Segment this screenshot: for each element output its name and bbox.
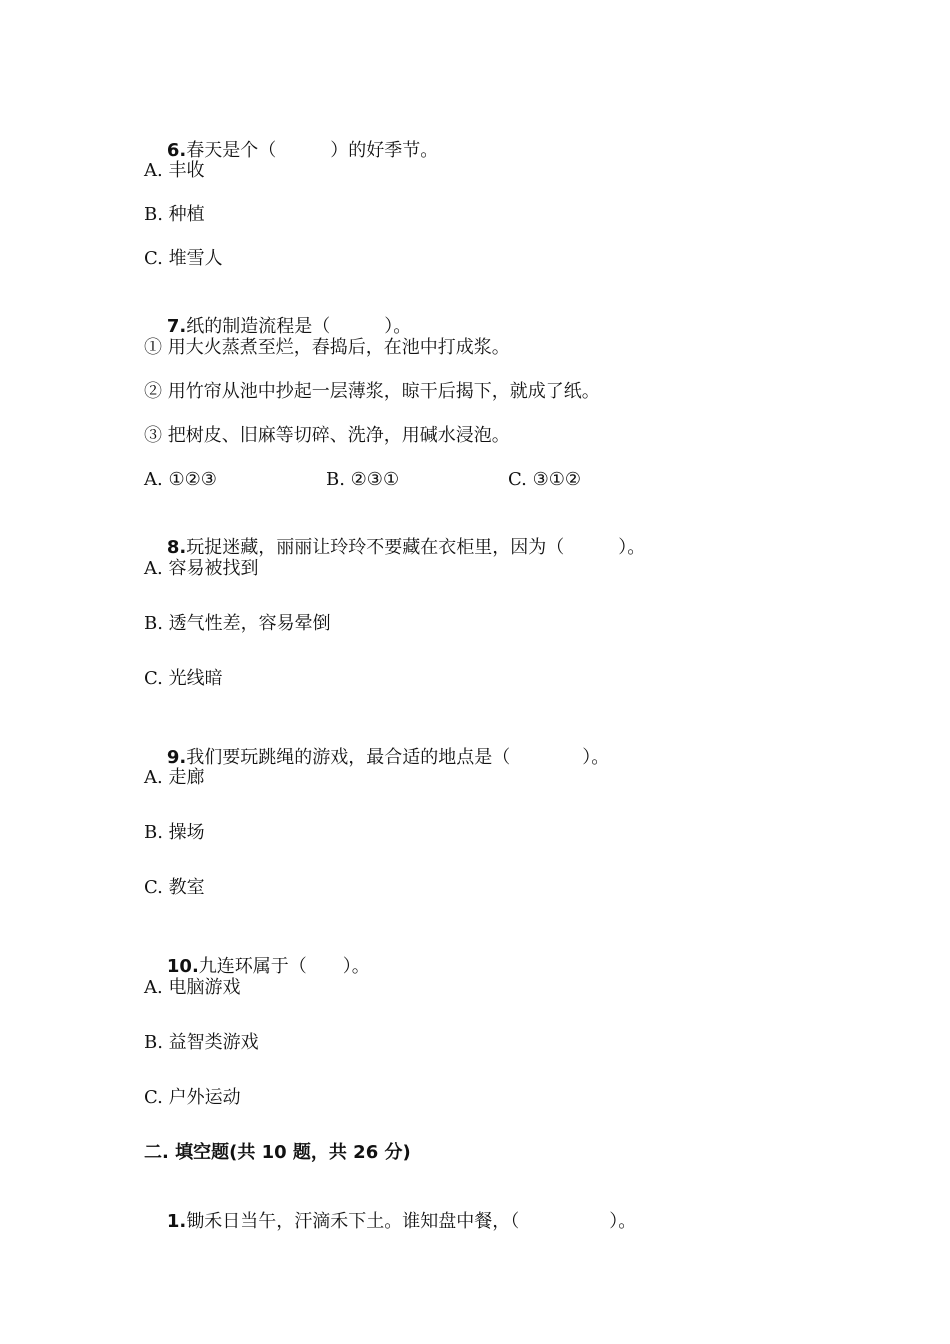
- option-b: B. 操场: [144, 822, 205, 843]
- option-c: C. 堆雪人: [144, 248, 223, 269]
- option-c: C. ③①②: [508, 469, 581, 490]
- question-stem: 纸的制造流程是（ ）。: [186, 316, 412, 337]
- option-a: A. 容易被找到: [144, 558, 259, 579]
- question-number: 9.: [166, 747, 187, 768]
- option-a: A. 走廊: [144, 767, 205, 788]
- option-b: B. 益智类游戏: [144, 1032, 259, 1053]
- section-title: 二. 填空题(共 10 题，共 26 分): [144, 1142, 411, 1163]
- option-b: B. 种植: [144, 204, 205, 225]
- option-c: C. 光线暗: [144, 668, 223, 689]
- option-a: A. ①②③: [144, 469, 217, 490]
- question-number: 1.: [166, 1211, 187, 1232]
- step-1: ① 用大火蒸煮至烂，舂捣后，在池中打成浆。: [144, 337, 510, 358]
- question-number: 6.: [166, 140, 187, 161]
- option-a: A. 电脑游戏: [144, 977, 241, 998]
- question-stem: 春天是个（ ）的好季节。: [186, 140, 439, 161]
- question-stem: 锄禾日当午，汗滴禾下土。谁知盘中餐，（ ）。: [186, 1211, 637, 1232]
- question-number: 10.: [166, 956, 199, 977]
- question-stem: 我们要玩跳绳的游戏，最合适的地点是（ ）。: [186, 747, 610, 768]
- option-a: A. 丰收: [144, 160, 205, 181]
- option-b: B. ②③①: [326, 469, 400, 490]
- question-stem: 九连环属于（ ）。: [198, 956, 370, 977]
- question-stem: 玩捉迷藏，丽丽让玲玲不要藏在衣柜里，因为（ ）。: [186, 537, 646, 558]
- question-9: [144, 722, 609, 794]
- option-c: C. 教室: [144, 877, 205, 898]
- option-c: C. 户外运动: [144, 1087, 241, 1108]
- question-number: 7.: [166, 316, 187, 337]
- step-3: ③ 把树皮、旧麻等切碎、洗净，用碱水浸泡。: [144, 425, 510, 446]
- option-b: B. 透气性差，容易晕倒: [144, 613, 331, 634]
- step-2: ② 用竹帘从池中抄起一层薄浆，晾干后揭下，就成了纸。: [144, 381, 600, 402]
- fill-question-1: [144, 1186, 636, 1258]
- question-number: 8.: [166, 537, 187, 558]
